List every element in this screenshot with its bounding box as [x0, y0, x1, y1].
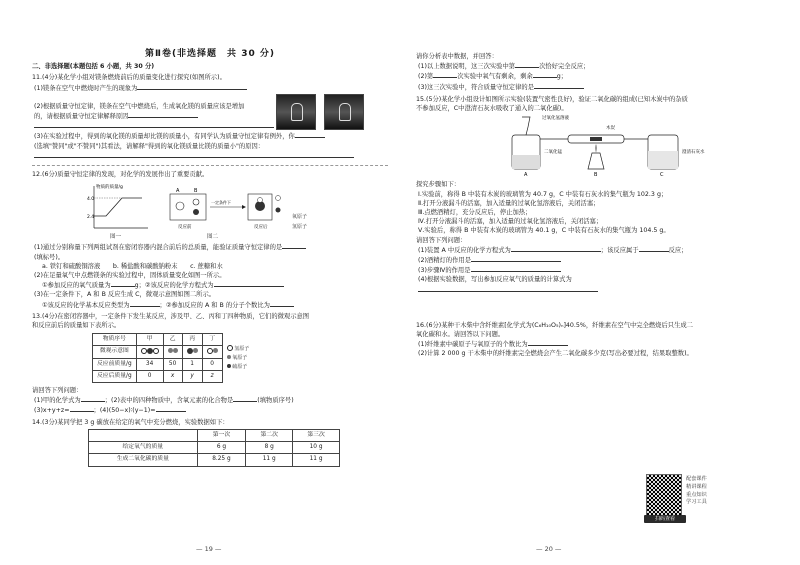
question-15 [416, 95, 786, 295]
section-heading: 二、非选择题(本题包括 6 小题，共 30 分) [32, 63, 155, 71]
q12-stem: 12.(6分)质量守恒定律的发现，对化学的发展作出了重要贡献。 [32, 171, 209, 179]
q13-a1: (1)甲的化学式为 [34, 397, 81, 405]
q15-a1: (1)装置 A 中反应的化学方程式为 [418, 246, 511, 254]
answer-blank[interactable] [433, 71, 457, 78]
t13-header: 甲 [136, 334, 163, 346]
molecule-diagram [163, 346, 182, 358]
t13-header: 丁 [202, 334, 222, 346]
answer-blank[interactable] [528, 339, 568, 346]
label-a: A [524, 172, 528, 179]
q15-steps-title: 探究步骤如下： [416, 181, 461, 189]
label-b: B [594, 172, 598, 179]
q12-part2b: g；②该反应的化学方程式为 [134, 282, 214, 290]
t13-legend [227, 345, 250, 372]
q15-step-1: Ⅰ.实验前，称得 B 中装有木炭的玻璃管为 40.7 g，C 中装有石灰水的集气瓶为 102.3 g； [418, 190, 668, 198]
q16-a2: (2)计算 2 000 g 干木柴中的纤维素完全燃烧会产生二氧化碳多少克(写出必要过程，结果取整数)。 [418, 350, 693, 358]
qr-feature-item: 精讲课程 [686, 483, 707, 490]
t13-header: 乙 [163, 334, 182, 346]
q15-a4: (4)根据实验数据，写出参加反应氧气的质量的计算式为 [418, 276, 572, 284]
q12-part3b: ；②参加反应的 A 和 B 的分子个数比为 [159, 301, 270, 309]
q15-a2: (2)酒精灯的作用是 [418, 257, 471, 265]
q12-figures [82, 182, 388, 232]
legend-sulfur: 硫原子 [232, 363, 248, 370]
t13-cell: z [202, 370, 222, 382]
q14-a1b: 次恰好完全反应； [539, 63, 590, 71]
t14-header [89, 429, 198, 441]
q15-ask: 请回答下列问题： [416, 236, 467, 244]
q11-part2b: 的，请根据质量守恒定律解释原因 [34, 113, 129, 121]
answer-blank[interactable] [156, 405, 186, 412]
q14-table [88, 429, 340, 467]
qr-feature-list [686, 476, 707, 507]
q11-part3b: (选填"赞同"或"不赞同")其看法，请解释"得到的氧化镁质量比镁的质量小"的原因： [34, 142, 265, 150]
t13-cell: y [182, 370, 202, 382]
figure-2-diagram [168, 186, 288, 232]
answer-blank[interactable] [295, 131, 325, 138]
molecule-diagram [182, 346, 202, 358]
t14-cell: 11 g [293, 454, 340, 466]
q14-a2: (2)第 [418, 73, 434, 81]
question-14-continued [416, 52, 786, 92]
answer-blank[interactable] [270, 300, 294, 307]
q13-a2: ；(2)表中的四种物质中，含氧元素的化合物是 [104, 397, 234, 405]
q12-part3a: ①该反应的化学基本反应类型为 [42, 301, 130, 309]
t14-cell: 8.25 g [197, 454, 246, 466]
legend-hydrogen: 氢原子 [292, 224, 308, 231]
answer-blank[interactable] [533, 71, 557, 78]
label-mno2: 二氧化锰 [544, 150, 562, 156]
legend-oxygen: 氧原子 [232, 354, 248, 361]
t14-header: 第一次 [197, 429, 246, 441]
q11-part1: (1)镁条在空气中燃烧时产生的现象为 [34, 84, 138, 92]
q11-stem: 11.(4分)某化学小组对镁条燃烧前后的质量变化进行探究(如图所示)。 [32, 74, 226, 82]
q15-step-5: Ⅴ.实验后，称得 B 中装有木炭的玻璃管为 40.1 g，C 中装有石灰水的集气瓶为 104.5 g。 [418, 227, 670, 235]
magnesium-burning-photo [276, 94, 316, 130]
page-number-right: — 20 — [536, 545, 562, 553]
answer-blank[interactable] [639, 245, 669, 252]
answer-blank[interactable] [130, 300, 160, 307]
q14-a2c: g； [556, 73, 568, 81]
q13-ask: 请回答下列问题： [32, 387, 83, 395]
q12-part3: (3)在一定条件下，A 和 B 反应生成 C，微观示意图如图二所示。 [34, 291, 216, 299]
q12-part1b: (填标号)。 [34, 253, 65, 261]
page-number-left: — 19 — [196, 545, 222, 553]
answer-blank[interactable] [111, 280, 135, 287]
right-column [416, 50, 786, 359]
q12-part2a: ①参加反应的氧气质量为 [42, 282, 111, 290]
legend-oxygen: 氧原子 [292, 214, 308, 221]
right-page [400, 0, 800, 565]
qr-feature-item: 学习工具 [686, 499, 707, 506]
answer-blank[interactable] [81, 395, 105, 402]
molecule-diagram [136, 346, 163, 358]
q15-a3: (3)步骤Ⅳ的作用是 [418, 267, 471, 275]
fig1-ylabel: 物质的质量/g [96, 185, 123, 191]
q13-a2b: (填物质序号) [257, 397, 294, 405]
fig2-label-a: A [176, 188, 180, 195]
answer-blank[interactable] [137, 83, 247, 90]
q16-stem: 16.(6分)某种干木柴中含纤维素[化学式为(C₆H₁₀O₅)ₙ]40.5%，纤维素在空气中完全燃烧后只生成二 [416, 321, 693, 329]
answer-blank[interactable] [128, 111, 198, 118]
answer-blank[interactable] [233, 395, 257, 402]
fig2-label-b: B [194, 188, 198, 195]
fig2-condition: 一定条件下 [211, 200, 231, 206]
q14-ask: 请你分析表中数据，并回答： [416, 53, 498, 60]
q13-stem2: 和反应前后的质量如下表所示。 [32, 322, 121, 330]
q15-a1b: ；该反应属于 [600, 246, 639, 254]
label-c: C [660, 172, 664, 179]
q14-a3: (3)这三次实验中，符合质量守恒定律的是 [418, 83, 534, 91]
q15-step-4: Ⅳ.打开分液漏斗的活塞，加入适量的过氧化氢溶液后，关闭活塞； [418, 218, 603, 226]
answer-blank[interactable] [34, 121, 274, 128]
q14-a1: (1)以上数据说明，这三次实验中第 [418, 63, 516, 71]
answer-blank[interactable] [471, 255, 561, 262]
question-13 [32, 312, 388, 416]
t14-cell: 10 g [293, 442, 340, 454]
q14-a2b: 次实验中氧气有剩余，剩余 [457, 73, 533, 81]
q12-part1: (1)通过分别称量下列两组试剂在密闭容器内混合前后的总质量，能验证质量守恒定律的是 [34, 244, 283, 252]
q16-a1: (1)纤维素中碳原子与氧原子的个数比为 [418, 341, 528, 349]
fig2-legend [292, 212, 307, 232]
q15-stem: 15.(5分)某化学小组设计如图所示实验(装置气密性良好)，验证二氧化碳的组成(已知木炭中的杂质 [416, 95, 688, 103]
qr-feature-item: 重点知识 [686, 491, 707, 498]
t13-cell: 50 [163, 358, 182, 370]
t13-cell: 1 [182, 358, 202, 370]
answer-blank[interactable] [511, 245, 601, 252]
q13-a4: ；(4)(50−x)∶(y−1)= [93, 407, 156, 415]
legend-hydrogen: 氢原子 [234, 345, 250, 352]
t14-header: 第二次 [246, 429, 293, 441]
label-limewater: 澄清石灰水 [682, 150, 705, 156]
paper-section-title: 第Ⅱ卷(非选择题 共 30 分) [145, 49, 275, 59]
figure-2-caption: 图二 [207, 234, 219, 241]
t13-row-label: 微观示意图 [93, 346, 137, 358]
t14-cell: 给定氧气的质量 [89, 442, 198, 454]
t14-cell: 8 g [246, 442, 293, 454]
magnesium-ash-photo [324, 94, 364, 130]
qr-feature-item: 配套课件 [686, 476, 707, 482]
question-16 [416, 321, 786, 359]
t13-cell: 反应前质量/g [93, 358, 137, 370]
svg-text:4.0: 4.0 [87, 197, 95, 203]
svg-text:2.4: 2.4 [87, 215, 95, 221]
label-charcoal: 木炭 [606, 126, 615, 132]
answer-blank[interactable] [214, 280, 284, 287]
t13-cell: 0 [202, 358, 222, 370]
t14-cell: 6 g [197, 442, 246, 454]
q14-stem: 14.(3分)某同学把 3 g 碳放在给定的氧气中充分燃烧，实验数据如下： [32, 418, 229, 426]
qr-code[interactable] [646, 474, 682, 516]
question-12 [32, 170, 388, 310]
label-h2o2: 过氧化氢溶液 [542, 116, 569, 122]
q15-step-2: Ⅱ.打开分液漏斗的活塞，加入适量的过氧化氢溶液后，关闭活塞； [418, 199, 600, 207]
question-14 [32, 418, 388, 467]
t14-cell: 11 g [246, 454, 293, 466]
answer-blank[interactable] [534, 82, 584, 89]
answer-blank[interactable] [515, 61, 539, 68]
q11-part3: (3)在实验过程中，得到的氧化镁的质量却比镁的质量小，有同学认为质量守恒定律有例外，你 [34, 133, 295, 141]
figure-1-graph [82, 182, 152, 232]
fig2-after: 反应后 [254, 225, 268, 231]
answer-blank[interactable] [471, 265, 561, 272]
t14-header: 第三次 [293, 429, 340, 441]
answer-blank[interactable] [282, 242, 306, 249]
qr-label[interactable]: 扫码查看 [644, 515, 686, 523]
q11-photos [276, 94, 364, 130]
t14-cell: 生成二氧化碳的质量 [89, 454, 198, 466]
t13-cell: 0 [136, 370, 163, 382]
q15-stem2: 不参加反应，C中澄清石灰水吸收了通入的二氧化碳)。 [416, 105, 568, 113]
q11-part2: (2)根据质量守恒定律，镁条在空气中燃烧后，生成氧化镁的质量应该是增加 [34, 102, 245, 110]
q12-part2: (2)在足量氧气中点燃镁条的实验过程中，固体质量变化如图一所示。 [34, 272, 226, 280]
q13-a3: (3)x+y+z= [34, 407, 70, 415]
t13-header: 丙 [182, 334, 202, 346]
t13-cell: 反应后质量/g [93, 370, 137, 382]
q16-stem2: 氧化碳和水。请回答以下问题。 [416, 331, 505, 339]
t13-cell: 34 [136, 358, 163, 370]
answer-blank[interactable] [418, 285, 598, 292]
q15-apparatus-diagram [502, 113, 705, 179]
answer-blank[interactable] [70, 405, 94, 412]
q15-a1c: 反应； [668, 246, 688, 254]
t13-header: 物质序号 [93, 334, 137, 346]
figure-1-caption: 图一 [110, 234, 122, 241]
q13-table [92, 333, 223, 383]
t13-cell: x [163, 370, 182, 382]
q13-stem: 13.(4分)在密闭容器中，一定条件下发生某反应，涉及甲、乙、丙和丁四种物质，它们的微观示意图 [32, 312, 310, 320]
q15-step-3: Ⅲ.点燃酒精灯，充分反应后，停止加热； [418, 209, 532, 217]
molecule-diagram [202, 346, 222, 358]
fig2-before: 反应前 [178, 225, 192, 231]
divider [32, 165, 388, 166]
q12-options: a. 铁钉和硫酸铜溶液 b. 稀盐酸和碳酸钠粉末 c. 蔗糖和水 [42, 262, 223, 270]
answer-blank[interactable] [34, 151, 354, 158]
